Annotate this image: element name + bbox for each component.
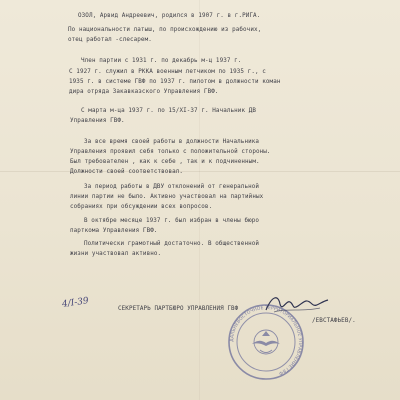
- text-line: дира отряда Закавказского Управления ГВФ.: [69, 89, 219, 95]
- handwritten-date: 4/I-39: [61, 296, 90, 310]
- text-line: Был требователен , как к себе , так и к подчиненным.: [70, 159, 260, 165]
- text-line: ОЗОЛ, Арвид Андреевич, родился в 1907 г. в г.РИГА.: [78, 13, 261, 19]
- text-line: 1935 г. в системе ГВФ по 1937 г. пилотом в должности коман: [69, 79, 281, 85]
- text-line: За период работы в ДВУ отклонений от генеральной: [84, 184, 260, 190]
- text-line: парткома Управления ГВФ.: [70, 228, 158, 234]
- text-line: отец работал -слесарем.: [68, 37, 152, 43]
- text-line: жизни участвовал активно.: [70, 251, 162, 257]
- text-line: В октябре месяце 1937 г. был избран в члены бюро: [84, 218, 260, 224]
- text-line: Управления ГВФ.: [70, 118, 125, 124]
- text-line: С 1927 г. служил в РККА военным летчиком по 1935 г., с: [69, 69, 266, 75]
- text-line: Должности своей соответствовал.: [70, 169, 184, 175]
- text-line: Член партии с 1931 г. по декабрь м-ц 1937 г.: [81, 58, 242, 64]
- text-line: линии партии не было. Активно участвовал на партийных: [70, 194, 264, 200]
- signature-name: /ЕВСТАФЬЕВ/.: [312, 318, 356, 324]
- text-line: Политически грамотный достаточно. В общественной: [84, 241, 260, 247]
- text-line: Управления проявил себя только с положительной стороны.: [70, 149, 271, 155]
- text-line: собраниях при обсуждении всех вопросов.: [70, 204, 213, 210]
- handwritten-signature: [262, 290, 332, 318]
- text-line: С марта м-ца 1937 г. по 15/XI-37 г. Начальник ДВ: [81, 108, 257, 114]
- text-line: По национальности латыш, по происхождению из рабочих,: [68, 27, 262, 33]
- paper-fold-horizontal: [0, 171, 400, 172]
- text-line: За все время своей работы в должности Начальника: [84, 139, 260, 145]
- stamp-ring-text: ДАЛЬНЕВОСТОЧНОЕ ТЕРРИТОРИАЛЬНОЕ УПРАВЛЕНИЕ ГВФ: [229, 305, 303, 376]
- signature-title: СЕКРЕТАРЬ ПАРТБЮРО УПРАВЛЕНИЯ ГВФ: [118, 306, 239, 312]
- stamp-emblem: [252, 330, 280, 354]
